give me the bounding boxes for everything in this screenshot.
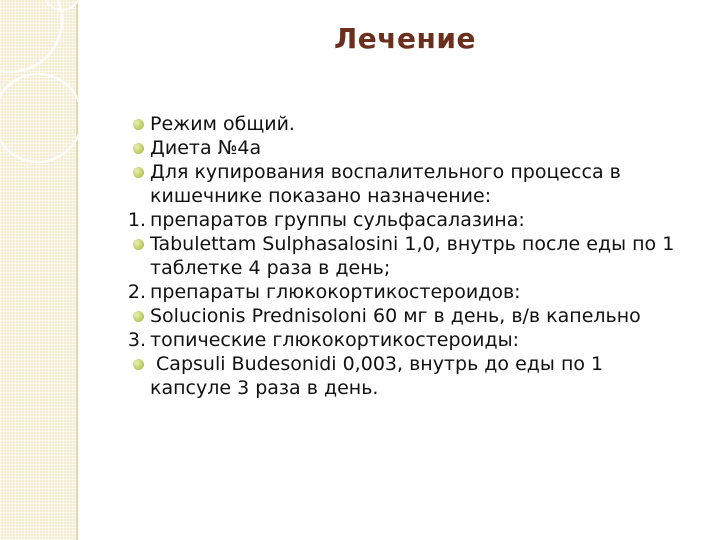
treatment-list <box>110 112 710 400</box>
slide-title: Лечение <box>334 22 476 55</box>
item-text-line: Режим общий. <box>150 113 295 135</box>
list-number <box>110 208 150 232</box>
list-number <box>110 280 150 304</box>
item-text-line: препараты глюкокортикостероидов: <box>150 281 521 303</box>
list-number-text: 3. <box>127 329 146 351</box>
list-number-text: 2. <box>127 281 146 303</box>
bullet-dot <box>133 167 144 178</box>
bullet-item <box>110 160 710 208</box>
decorative-side-band <box>0 0 78 540</box>
bullet-dot <box>133 239 144 250</box>
bullet-dot-icon <box>110 304 150 328</box>
bullet-dot-icon <box>110 352 150 376</box>
bullet-dot-icon <box>110 112 150 136</box>
item-text-line: Solucionis Prednisoloni 60 мг в день, в/в капельно <box>150 305 641 327</box>
bullet-dot-icon <box>110 160 150 184</box>
item-text-line: топические глюкокортикостероиды: <box>150 329 520 351</box>
bullet-item <box>110 352 710 400</box>
numbered-item <box>110 328 710 352</box>
bullet-dot <box>133 119 144 130</box>
item-text-line: кишечнике показано назначение: <box>150 185 492 207</box>
bullet-item <box>110 304 710 328</box>
bullet-item <box>110 112 710 136</box>
item-text-line: капсуле 3 раза в день. <box>150 377 379 399</box>
item-text-line: Capsuli Budesonidi 0,003, внутрь до еды по 1 <box>150 353 604 375</box>
list-number-text: 1. <box>127 209 146 231</box>
numbered-item <box>110 208 710 232</box>
bullet-dot <box>133 311 144 322</box>
item-text-line: Для купирования воспалительного процесса в <box>150 161 621 183</box>
bullet-dot <box>133 143 144 154</box>
side-band-edge <box>76 0 78 540</box>
numbered-item <box>110 280 710 304</box>
item-text-line: препаратов группы сульфасалазина: <box>150 209 525 231</box>
item-text-line: Tabulettam Sulphasalosini 1,0, внутрь после еды по 1 <box>150 233 675 255</box>
list-number <box>110 328 150 352</box>
bullet-item <box>110 232 710 280</box>
item-text-line: таблетке 4 раза в день; <box>150 257 391 279</box>
bullet-item <box>110 136 710 160</box>
bullet-dot-icon <box>110 232 150 256</box>
bullet-dot-icon <box>110 136 150 160</box>
item-text-line: Диета №4а <box>150 137 262 159</box>
bullet-dot <box>133 359 144 370</box>
